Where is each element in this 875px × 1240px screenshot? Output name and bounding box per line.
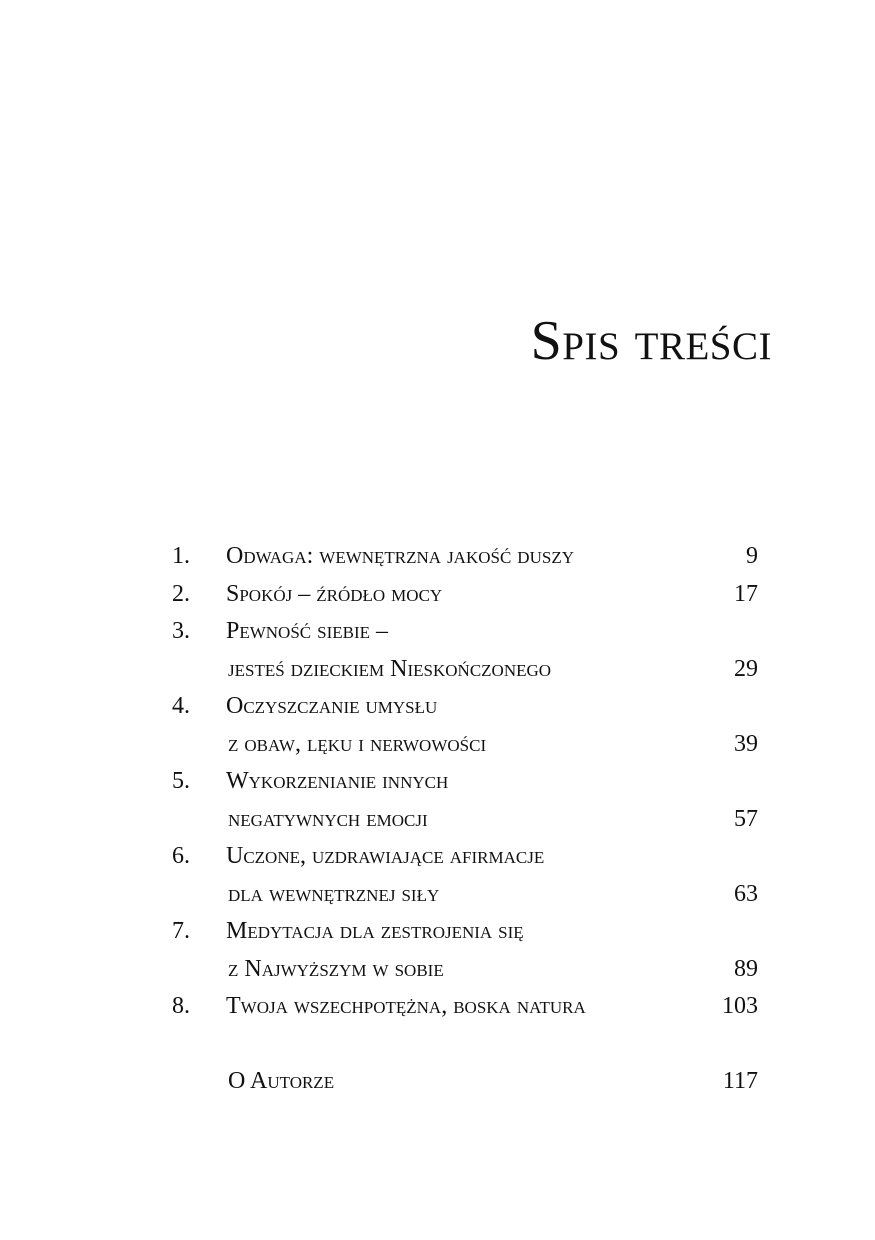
toc-page-number: 29 (734, 655, 758, 682)
toc-entry-8[interactable] (168, 988, 758, 1026)
toc-line (168, 876, 758, 914)
toc-line (168, 613, 758, 651)
toc-line (168, 576, 758, 614)
toc-line (168, 913, 758, 951)
toc-entry-6[interactable] (168, 838, 758, 913)
toc-entry-number: 1. (172, 543, 190, 569)
toc-entry-number: 4. (172, 693, 190, 719)
toc-entry-title: Pewność siebie – (226, 618, 389, 644)
toc-entry-5[interactable] (168, 763, 758, 838)
toc-entry-title-continued: z Najwyższym w sobie (228, 955, 444, 982)
toc-entry-title: Oczyszczanie umysłu (226, 693, 438, 719)
toc-page-number: 103 (722, 993, 758, 1019)
toc-line (168, 538, 758, 576)
toc-entry-number: 5. (172, 768, 190, 794)
toc-entry-title: Medytacja dla zestrojenia się (226, 918, 524, 944)
toc-appendix-title: O Autorze (228, 1068, 335, 1094)
toc-line (168, 801, 758, 839)
toc-entry-title: Uczone, uzdrawiające afirmacje (226, 843, 545, 869)
toc-entry-number: 6. (172, 843, 190, 869)
toc-entry-2[interactable] (168, 576, 758, 614)
toc-entry-title-continued: dla wewnętrznej siły (228, 880, 440, 907)
toc-entry-number: 8. (172, 993, 190, 1019)
toc-entry-title-continued: negatywnych emocji (228, 805, 428, 832)
toc-line (168, 988, 758, 1026)
toc-spacer (168, 1026, 758, 1064)
toc-line (168, 838, 758, 876)
toc-line (168, 688, 758, 726)
toc-entry-7[interactable] (168, 913, 758, 988)
toc-page-number: 17 (734, 580, 758, 607)
toc-entry-title: Wykorzenianie innych (226, 768, 449, 794)
toc-page-number: 89 (734, 955, 758, 982)
toc-line (168, 1063, 758, 1101)
toc-entry-title-continued: jesteś dzieckiem Nieskończonego (228, 655, 552, 682)
toc-entry-title: Spokój – źródło mocy (226, 580, 443, 607)
toc-line (168, 651, 758, 689)
toc-entry-title-continued: z obaw, lęku i nerwowości (228, 730, 487, 757)
toc-entry-1[interactable] (168, 538, 758, 576)
toc-entry-4[interactable] (168, 688, 758, 763)
toc-entry-3[interactable] (168, 613, 758, 688)
table-of-contents (168, 538, 758, 1101)
page-title: Spis treści (530, 310, 772, 372)
toc-page-number: 39 (734, 730, 758, 757)
toc-line (168, 763, 758, 801)
toc-entry-number: 2. (172, 580, 190, 607)
toc-page-number: 63 (734, 880, 758, 907)
toc-entry-title: Odwaga: wewnętrzna jakość duszy (226, 543, 574, 569)
toc-page-number: 57 (734, 805, 758, 832)
toc-line (168, 951, 758, 989)
toc-page-number: 117 (722, 1068, 758, 1094)
toc-entry-number: 7. (172, 918, 190, 944)
toc-entry-title: Twoja wszechpotężna, boska natura (226, 993, 586, 1019)
toc-page-number: 9 (746, 543, 758, 569)
toc-line (168, 726, 758, 764)
toc-entry-about-author[interactable] (168, 1063, 758, 1101)
toc-entry-number: 3. (172, 618, 190, 644)
